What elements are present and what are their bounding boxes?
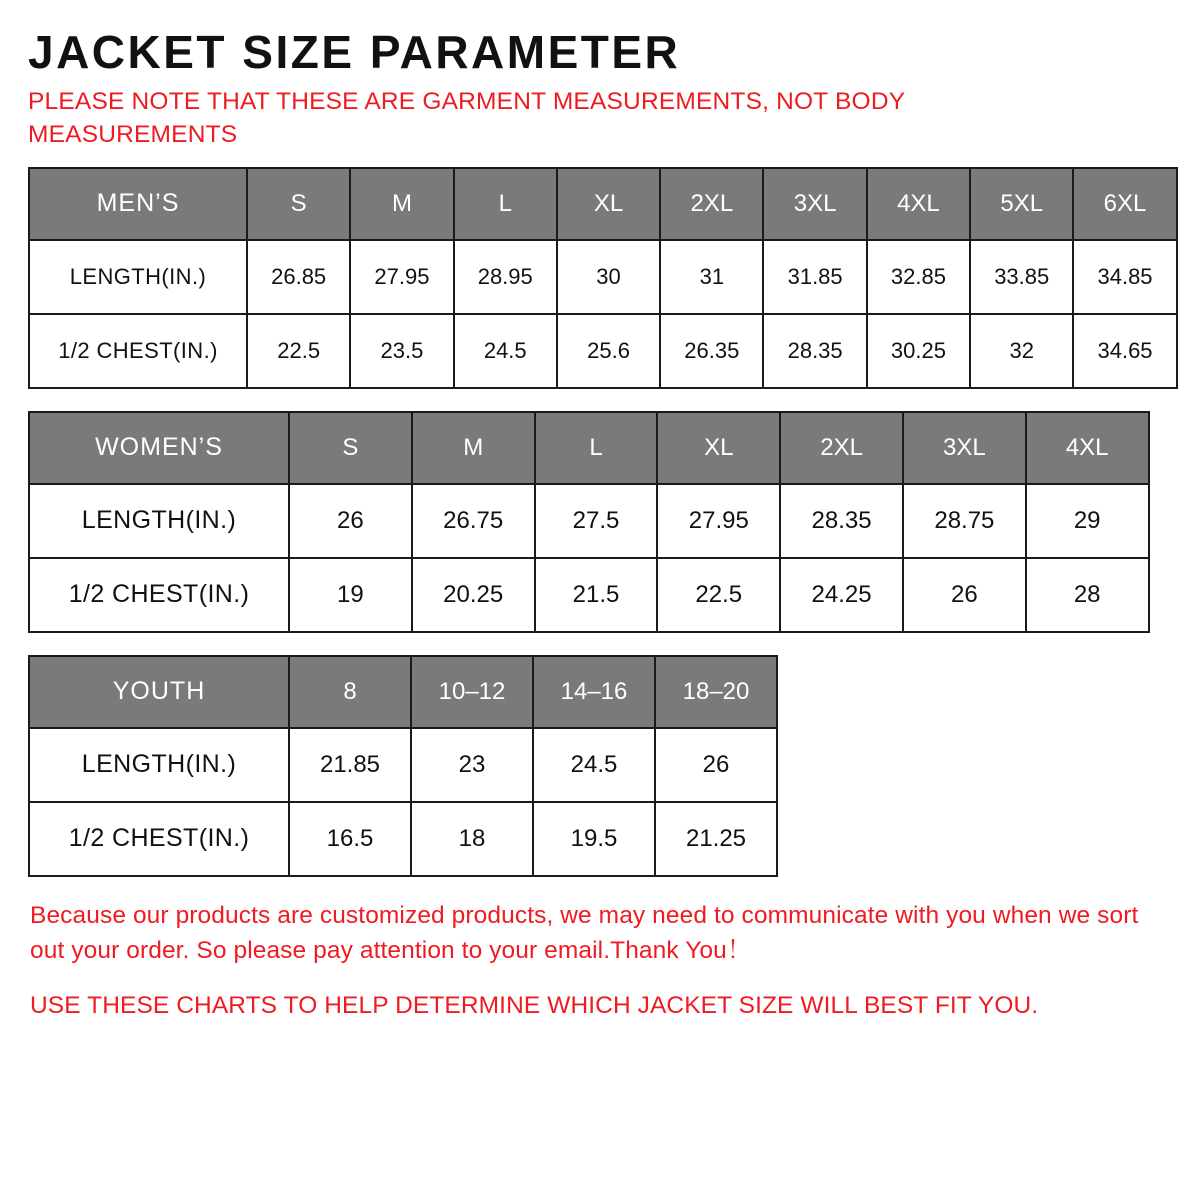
row-label: LENGTH(IN.) xyxy=(29,240,247,314)
youth-header-label: YOUTH xyxy=(29,656,289,728)
womens-size-header: L xyxy=(535,412,658,484)
womens-size-header: 2XL xyxy=(780,412,903,484)
cell-value: 24.25 xyxy=(780,558,903,632)
cell-value: 33.85 xyxy=(970,240,1073,314)
cell-value: 27.95 xyxy=(350,240,453,314)
cell-value: 23.5 xyxy=(350,314,453,388)
table-row xyxy=(29,728,777,802)
row-label: 1/2 CHEST(IN.) xyxy=(29,558,289,632)
cell-value: 21.85 xyxy=(289,728,411,802)
cell-value: 34.85 xyxy=(1073,240,1176,314)
cell-value: 28.95 xyxy=(454,240,557,314)
cell-value: 27.5 xyxy=(535,484,658,558)
mens-size-header: S xyxy=(247,168,350,240)
cell-value: 25.6 xyxy=(557,314,660,388)
youth-size-header: 18–20 xyxy=(655,656,777,728)
womens-size-header: 4XL xyxy=(1026,412,1149,484)
youth-size-table xyxy=(28,655,778,877)
cell-value: 24.5 xyxy=(454,314,557,388)
cell-value: 32 xyxy=(970,314,1073,388)
row-label: 1/2 CHEST(IN.) xyxy=(29,314,247,388)
womens-size-header: S xyxy=(289,412,412,484)
cell-value: 19 xyxy=(289,558,412,632)
table-header-row xyxy=(29,168,1177,240)
cell-value: 32.85 xyxy=(867,240,970,314)
cell-value: 30.25 xyxy=(867,314,970,388)
cell-value: 22.5 xyxy=(247,314,350,388)
cell-value: 16.5 xyxy=(289,802,411,876)
measurement-note: PLEASE NOTE THAT THESE ARE GARMENT MEASUREMENTS, NOT BODY MEASUREMENTS xyxy=(28,88,905,148)
cell-value: 24.5 xyxy=(533,728,655,802)
table-header-row xyxy=(29,656,777,728)
cell-value: 34.65 xyxy=(1073,314,1176,388)
footer-notes xyxy=(30,899,1160,1023)
cell-value: 28.35 xyxy=(763,314,866,388)
table-header-row xyxy=(29,412,1149,484)
table-row xyxy=(29,484,1149,558)
mens-size-header: XL xyxy=(557,168,660,240)
womens-header-label: WOMEN’S xyxy=(29,412,289,484)
cell-value: 26.85 xyxy=(247,240,350,314)
cell-value: 26 xyxy=(655,728,777,802)
page-title: JACKET SIZE PARAMETER xyxy=(28,26,681,78)
mens-header-label: MEN’S xyxy=(29,168,247,240)
mens-size-table xyxy=(28,167,1178,389)
mens-size-header: 5XL xyxy=(970,168,1073,240)
womens-size-header: M xyxy=(412,412,535,484)
cell-value: 31.85 xyxy=(763,240,866,314)
cell-value: 19.5 xyxy=(533,802,655,876)
cell-value: 20.25 xyxy=(412,558,535,632)
mens-size-header: M xyxy=(350,168,453,240)
cell-value: 28.35 xyxy=(780,484,903,558)
cell-value: 18 xyxy=(411,802,533,876)
mens-size-header: 2XL xyxy=(660,168,763,240)
row-label: 1/2 CHEST(IN.) xyxy=(29,802,289,876)
cell-value: 21.25 xyxy=(655,802,777,876)
cell-value: 26.35 xyxy=(660,314,763,388)
youth-size-header: 14–16 xyxy=(533,656,655,728)
womens-size-header: XL xyxy=(657,412,780,484)
mens-size-header: 4XL xyxy=(867,168,970,240)
table-row xyxy=(29,558,1149,632)
womens-size-table xyxy=(28,411,1150,633)
cell-value: 27.95 xyxy=(657,484,780,558)
youth-size-header: 8 xyxy=(289,656,411,728)
womens-size-header: 3XL xyxy=(903,412,1026,484)
footer-line-2: USE THESE CHARTS TO HELP DETERMINE WHICH JACKET SIZE WILL BEST FIT YOU. xyxy=(30,991,1039,1019)
cell-value: 26 xyxy=(289,484,412,558)
cell-value: 29 xyxy=(1026,484,1149,558)
mens-size-header: 3XL xyxy=(763,168,866,240)
cell-value: 28.75 xyxy=(903,484,1026,558)
footer-line-1: Because our products are customized products, we may need to communicate with you when we sort out your order. So please pay attention to your email.Thank You！ xyxy=(30,901,1139,964)
cell-value: 28 xyxy=(1026,558,1149,632)
table-row xyxy=(29,314,1177,388)
youth-size-header: 10–12 xyxy=(411,656,533,728)
cell-value: 30 xyxy=(557,240,660,314)
table-row xyxy=(29,802,777,876)
mens-size-header: L xyxy=(454,168,557,240)
cell-value: 23 xyxy=(411,728,533,802)
row-label: LENGTH(IN.) xyxy=(29,728,289,802)
cell-value: 22.5 xyxy=(657,558,780,632)
cell-value: 26.75 xyxy=(412,484,535,558)
table-row xyxy=(29,240,1177,314)
cell-value: 21.5 xyxy=(535,558,658,632)
mens-size-header: 6XL xyxy=(1073,168,1176,240)
cell-value: 31 xyxy=(660,240,763,314)
cell-value: 26 xyxy=(903,558,1026,632)
row-label: LENGTH(IN.) xyxy=(29,484,289,558)
